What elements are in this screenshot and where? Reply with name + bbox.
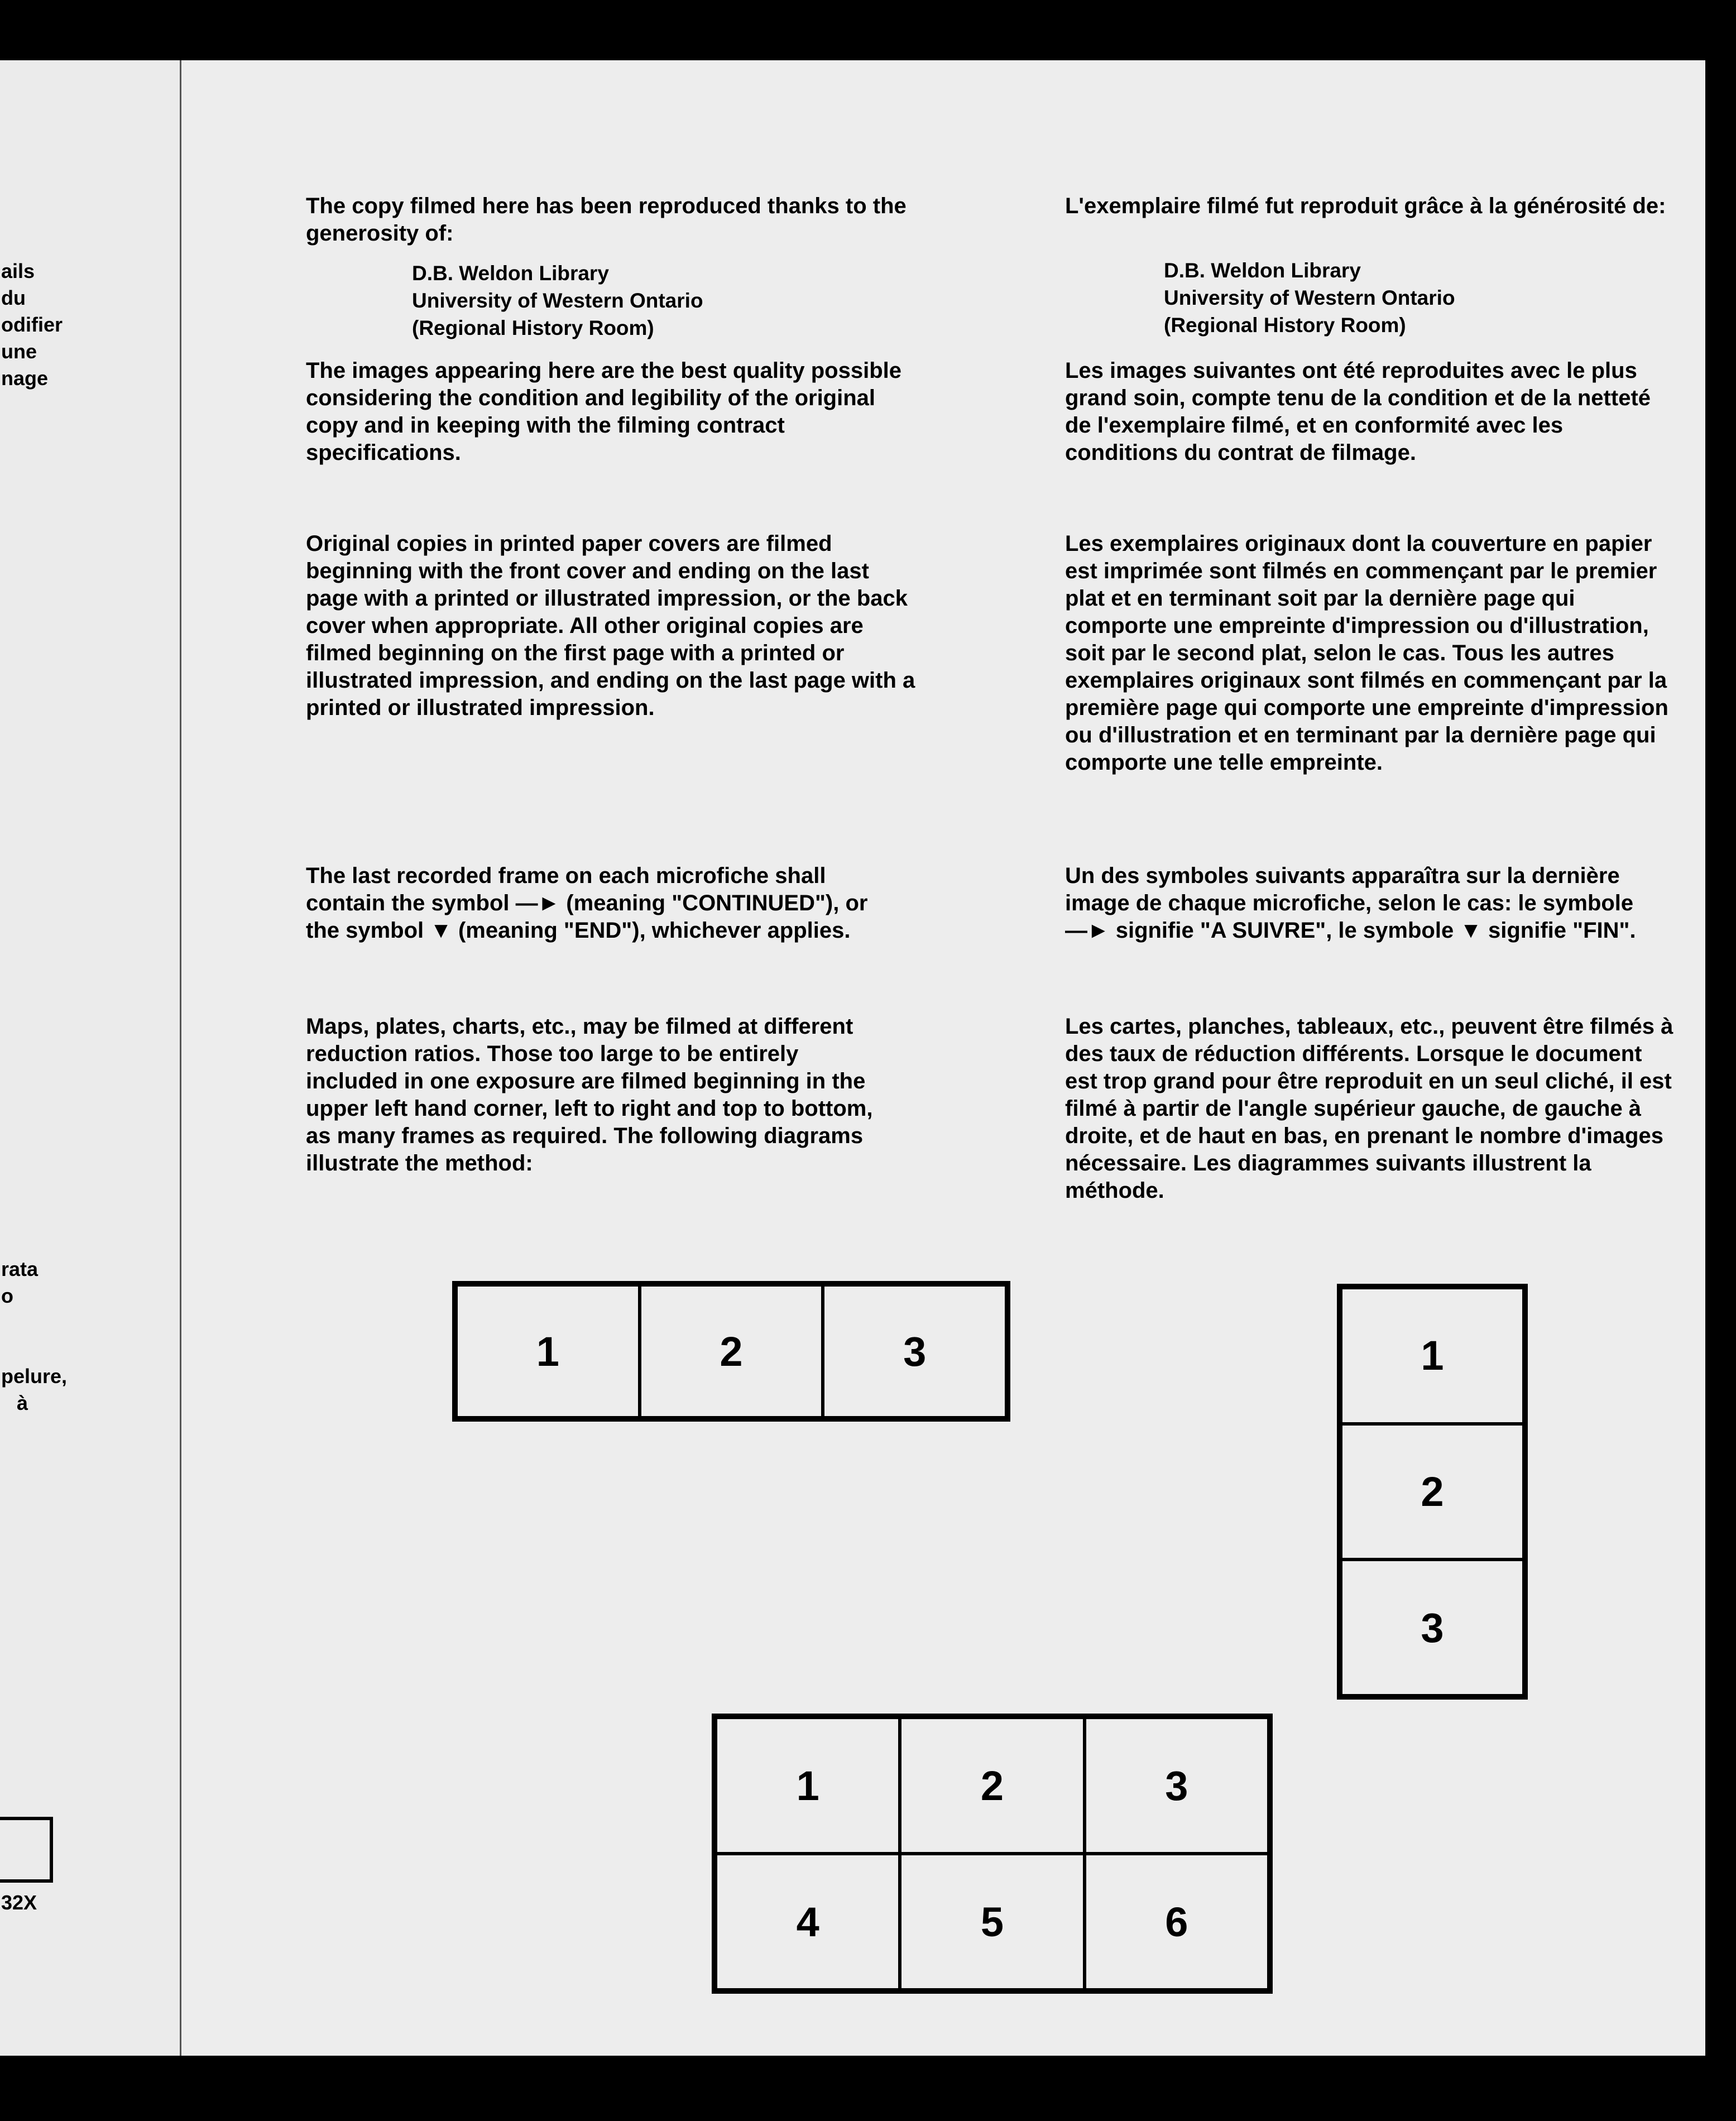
library-name: D.B. Weldon Library xyxy=(412,262,609,285)
english-p3-text: The last recorded frame on each microfiche shall contain the symbol —► (meaning "CONTINUED"), or the symbol ▼ (meaning "END"), whichever applies. xyxy=(306,863,868,943)
diagram-vertical-frames xyxy=(1337,1284,1528,1700)
library-university: University of Western Ontario xyxy=(1164,286,1455,309)
strip-fragment: à xyxy=(17,1391,28,1414)
strip-fragment: du xyxy=(1,286,26,309)
english-paragraph-maps xyxy=(306,1013,884,1177)
frame-cell: 1 xyxy=(456,1285,640,1418)
english-paragraph-quality xyxy=(306,357,923,467)
french-p1-text: Les images suivantes ont été reproduites avec le plus grand soin, compte tenu de la condition et de la netteté de l'exemplaire filmé, et en conformité avec les conditions du contrat de filmage. xyxy=(1065,358,1651,465)
strip-reduction-label: 32X xyxy=(1,1891,37,1914)
french-p4-text: Les cartes, planches, tableaux, etc., peuvent être filmés à des taux de réduction différents. Lorsque le document est trop grand pour être reproduit en un seul cliché, il est filmé à partir de l'angle supérieur gauche, de gauche à droite, et de haut en bas, en prenant le nombre d'images nécessaire. Les diagrammes suivants illustrent la méthode. xyxy=(1065,1014,1673,1203)
english-intro-text: The copy filmed here has been reproduced thanks to the generosity of: xyxy=(306,194,907,246)
frame-cell: 6 xyxy=(1085,1854,1269,1990)
english-paragraph-symbols xyxy=(306,862,886,944)
french-paragraph-quality xyxy=(1065,357,1679,467)
strip-fragment: ails xyxy=(1,260,35,282)
english-p4-text: Maps, plates, charts, etc., may be filmed at different reduction ratios. Those too large to be entirely included in one exposure are filmed beginning in the upper left hand corner, left to right and top to bottom, as many frames as required. The following diagrams illustrate the method: xyxy=(306,1014,873,1175)
frame-cell: 5 xyxy=(900,1854,1084,1990)
frame-cell: 4 xyxy=(716,1854,900,1990)
strip-fragment: odifier xyxy=(1,313,63,336)
frame-cell: 2 xyxy=(1341,1424,1524,1560)
frame-cell: 3 xyxy=(1341,1559,1524,1696)
french-paragraph-originals xyxy=(1065,530,1679,776)
frame-cell: 3 xyxy=(1085,1717,1269,1854)
frame-cell: 2 xyxy=(900,1717,1084,1854)
diagram-horizontal-frames xyxy=(452,1281,1010,1422)
frame-cell: 1 xyxy=(1341,1288,1524,1424)
english-p2-text: Original copies in printed paper covers are filmed beginning with the front cover and ending on the last page with a printed or illustrated impression, or the back cover when appropriate. All other original copies are filmed beginning on the first page with a printed or illustrated impression, and ending on the last page with a printed or illustrated impression. xyxy=(306,531,915,720)
strip-fragment: nage xyxy=(1,367,49,390)
french-paragraph-symbols xyxy=(1065,862,1648,944)
library-university: University of Western Ontario xyxy=(412,289,703,312)
frame-cell: 2 xyxy=(640,1285,823,1418)
french-intro xyxy=(1065,193,1679,220)
french-p2-text: Les exemplaires originaux dont la couverture en papier est imprimée sont filmés en commençant par le premier plat et en terminant soit par la dernière page qui comporte une empreinte d'impression ou d'illustration, soit par le second plat, selon le cas. Tous les autres exemplaires originaux sont filmés en commençant par la première page qui comporte une empreinte d'impression ou d'illustration et en terminant par la dernière page qui comporte une telle empreinte. xyxy=(1065,531,1668,775)
strip-frame-box xyxy=(0,1817,53,1883)
strip-fragment: o xyxy=(1,1284,13,1307)
strip-fragment: une xyxy=(1,340,37,363)
strip-fragment: rata xyxy=(1,1258,39,1280)
library-room: (Regional History Room) xyxy=(1164,314,1406,337)
english-paragraph-originals xyxy=(306,530,923,722)
english-p1-text: The images appearing here are the best quality possible considering the condition and legibility of the original copy and in keeping with the filming contract specifications. xyxy=(306,358,901,465)
french-intro-text: L'exemplaire filmé fut reproduit grâce à la générosité de: xyxy=(1065,194,1666,218)
diagram-grid-frames xyxy=(712,1714,1273,1994)
library-name: D.B. Weldon Library xyxy=(1164,259,1361,282)
frame-cell: 1 xyxy=(716,1717,900,1854)
french-p3-text: Un des symboles suivants apparaîtra sur la dernière image de chaque microfiche, selon le cas: le symbole —► signifie "A SUIVRE", le symbole ▼ signifie "FIN". xyxy=(1065,863,1636,943)
frame-cell: 3 xyxy=(823,1285,1006,1418)
english-intro xyxy=(306,193,934,247)
french-library xyxy=(1058,257,1736,339)
french-paragraph-maps xyxy=(1065,1013,1679,1205)
library-room: (Regional History Room) xyxy=(412,316,654,339)
english-library xyxy=(306,260,1026,342)
strip-fragment: pelure, xyxy=(1,1365,68,1388)
